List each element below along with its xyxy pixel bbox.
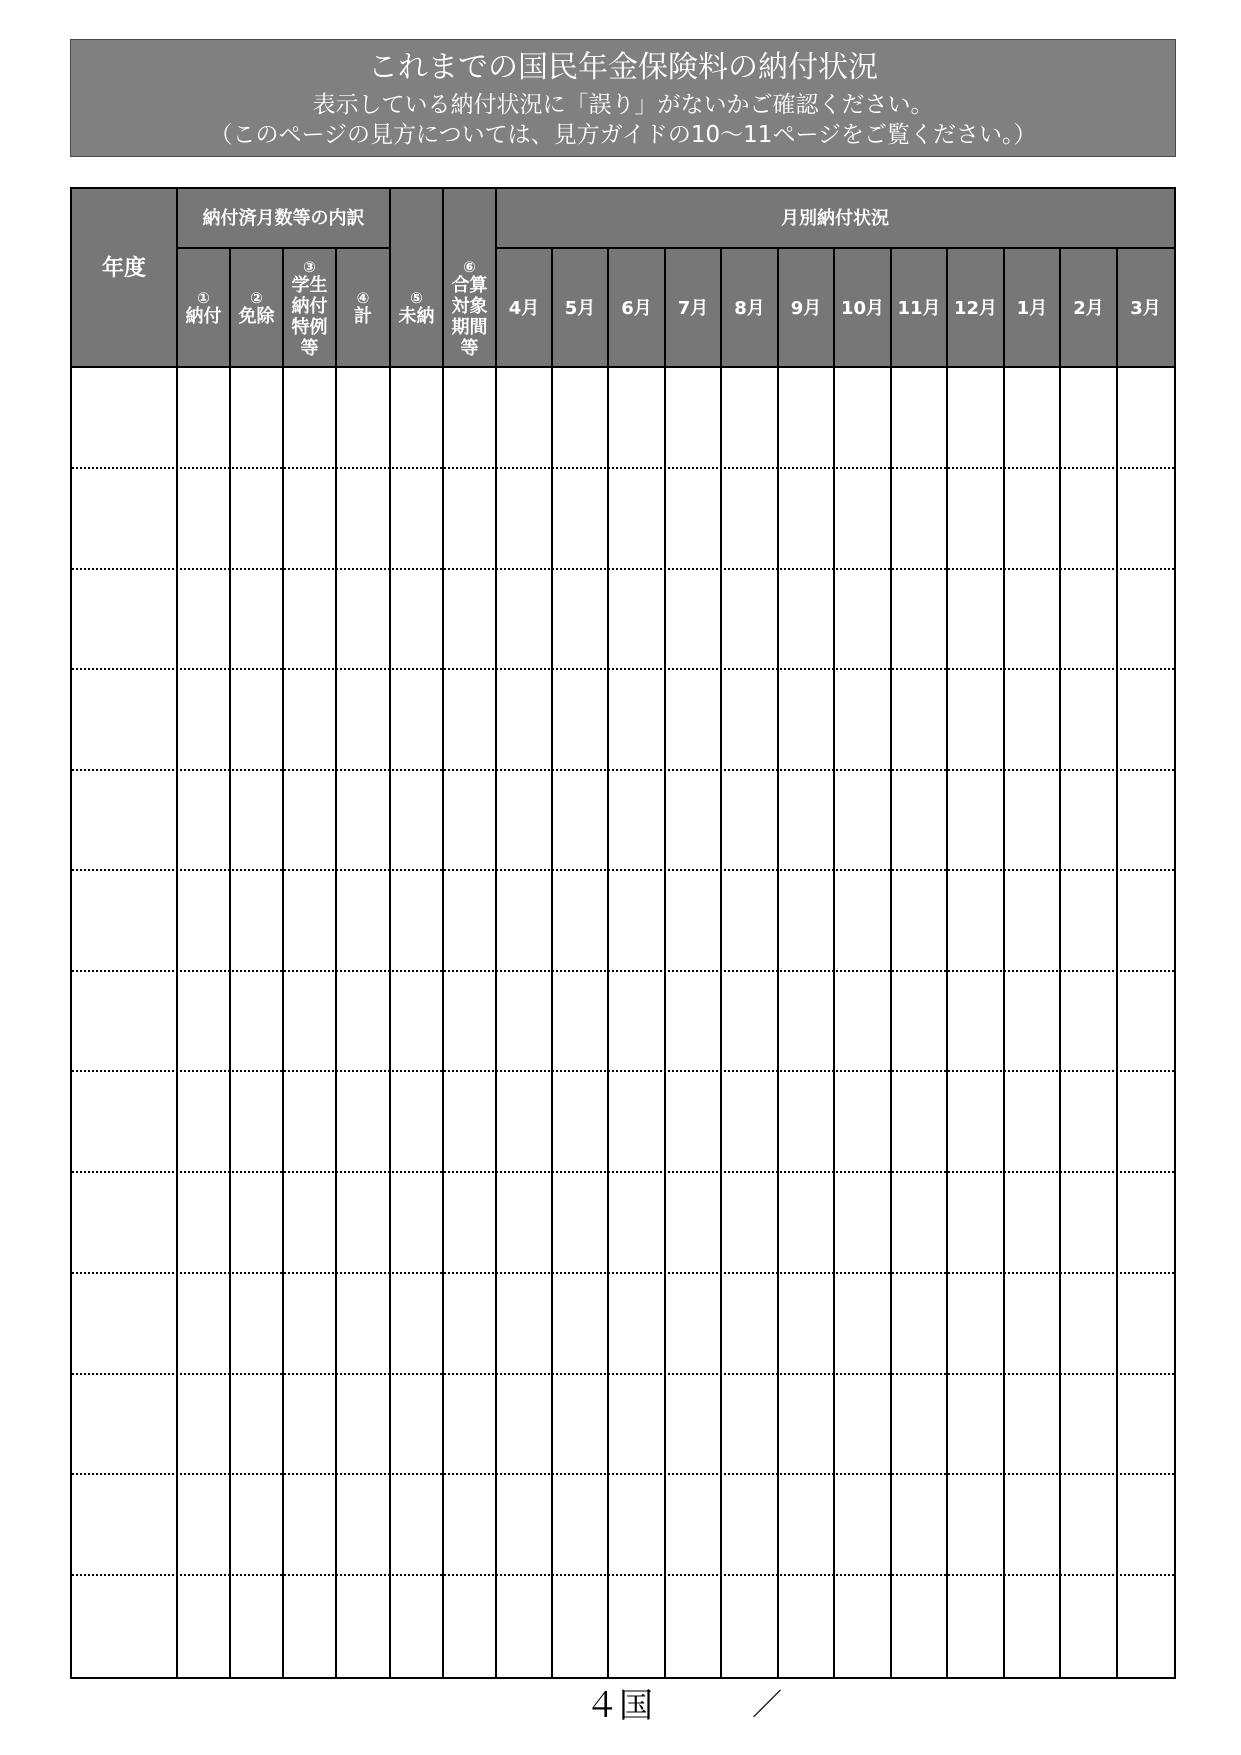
header-paid-number: ① <box>197 289 210 307</box>
header-combined-label-1: 合算 <box>451 274 488 296</box>
column-divider <box>720 247 722 1677</box>
header-combined-label-2: 対象 <box>451 295 488 317</box>
header-monthly-label: 月別納付状況 <box>781 208 889 229</box>
header-year <box>72 189 176 368</box>
header-monthly-group <box>496 189 1174 248</box>
page-number: ４国 <box>585 1686 653 1726</box>
column-divider <box>495 189 497 1677</box>
column-divider <box>1003 247 1005 1677</box>
header-total <box>336 249 390 368</box>
header-paid-label: 納付 <box>185 306 222 327</box>
guide-reference-text: （このページの見方については、見方ガイドの10～11ページをご覧ください。） <box>209 122 1037 148</box>
row-separator <box>72 1070 1174 1072</box>
header-month-6 <box>608 249 665 368</box>
header-month-7-label: 7月 <box>677 298 709 319</box>
column-divider <box>607 247 609 1677</box>
header-total-number: ④ <box>356 289 370 307</box>
column-divider <box>389 189 391 1677</box>
header-month-10-label: 10月 <box>840 298 885 319</box>
header-month-4-label: 4月 <box>508 298 540 319</box>
column-divider <box>176 189 178 1677</box>
header-month-4 <box>496 249 552 368</box>
header-month-12-label: 12月 <box>953 298 998 319</box>
column-divider <box>1116 247 1118 1677</box>
header-combined-label-3: 期間 <box>451 316 488 338</box>
row-separator <box>72 769 1174 771</box>
header-exempt-label: 免除 <box>238 306 275 327</box>
instruction-text: 表示している納付状況に「誤り」がないかご確認ください。 <box>312 92 934 118</box>
header-month-5 <box>552 249 608 368</box>
header-student-number: ③ <box>303 257 316 276</box>
header-total-label: 計 <box>354 306 372 327</box>
header-month-3-label: 3月 <box>1130 298 1161 319</box>
header-month-12 <box>947 249 1004 368</box>
header-breakdown-group <box>177 189 390 248</box>
header-month-6-label: 6月 <box>621 298 652 319</box>
header-student-label-4: 等 <box>300 337 319 359</box>
header-combined-number: ⑥ <box>463 257 476 276</box>
row-separator <box>72 668 1174 670</box>
column-divider <box>442 189 444 1677</box>
header-breakdown-label: 納付済月数等の内訳 <box>202 208 365 229</box>
row-separator <box>72 869 1174 871</box>
header-month-7 <box>665 249 721 368</box>
header-month-11 <box>891 249 947 368</box>
header-month-9 <box>778 249 834 368</box>
column-divider <box>335 247 337 1677</box>
column-divider <box>890 247 892 1677</box>
header-bottom-border <box>72 366 1174 368</box>
row-separator <box>72 467 1174 469</box>
header-month-11-label: 11月 <box>897 298 941 319</box>
column-divider <box>777 247 779 1677</box>
column-divider <box>664 247 666 1677</box>
header-combined-period <box>443 249 496 368</box>
header-month-9-label: 9月 <box>790 298 822 319</box>
header-month-5-label: 5月 <box>564 298 596 319</box>
header-unpaid-label: 未納 <box>398 306 435 327</box>
header-student-label-1: 学生 <box>291 274 328 296</box>
column-divider <box>1059 247 1061 1677</box>
column-divider <box>229 247 231 1677</box>
column-divider <box>282 247 284 1677</box>
row-separator <box>72 1272 1174 1274</box>
page-slash: ／ <box>752 1688 782 1723</box>
header-year-label: 年度 <box>101 256 146 281</box>
header-month-2 <box>1060 249 1117 368</box>
header-student-deferral <box>283 249 336 368</box>
header-month-3 <box>1117 249 1174 368</box>
header-month-2-label: 2月 <box>1073 298 1104 319</box>
header-student-label-3: 特例 <box>291 316 328 338</box>
header-unpaid-number: ⑤ <box>410 289 423 307</box>
header-unpaid <box>390 249 443 368</box>
payment-status-table <box>70 187 1176 1679</box>
row-separator <box>72 568 1174 570</box>
header-month-8-label: 8月 <box>734 298 765 319</box>
header-exempt <box>230 249 283 368</box>
column-divider <box>551 247 553 1677</box>
row-separator <box>72 1473 1174 1475</box>
header-month-10 <box>834 249 891 368</box>
header-paid <box>177 249 230 368</box>
column-divider <box>833 247 835 1677</box>
page-title: これまでの国民年金保険料の納付状況 <box>368 50 878 85</box>
row-separator <box>72 1574 1174 1576</box>
row-separator <box>72 1373 1174 1375</box>
header-exempt-number: ② <box>250 289 263 307</box>
header-month-8 <box>721 249 778 368</box>
row-separator <box>72 1171 1174 1173</box>
header-month-1 <box>1004 249 1060 368</box>
title-banner <box>70 39 1176 157</box>
header-month-1-label: 1月 <box>1016 298 1048 319</box>
header-student-label-2: 納付 <box>291 295 328 317</box>
header-combined-label-4: 等 <box>460 337 479 359</box>
row-separator <box>72 970 1174 972</box>
column-divider <box>946 247 948 1677</box>
